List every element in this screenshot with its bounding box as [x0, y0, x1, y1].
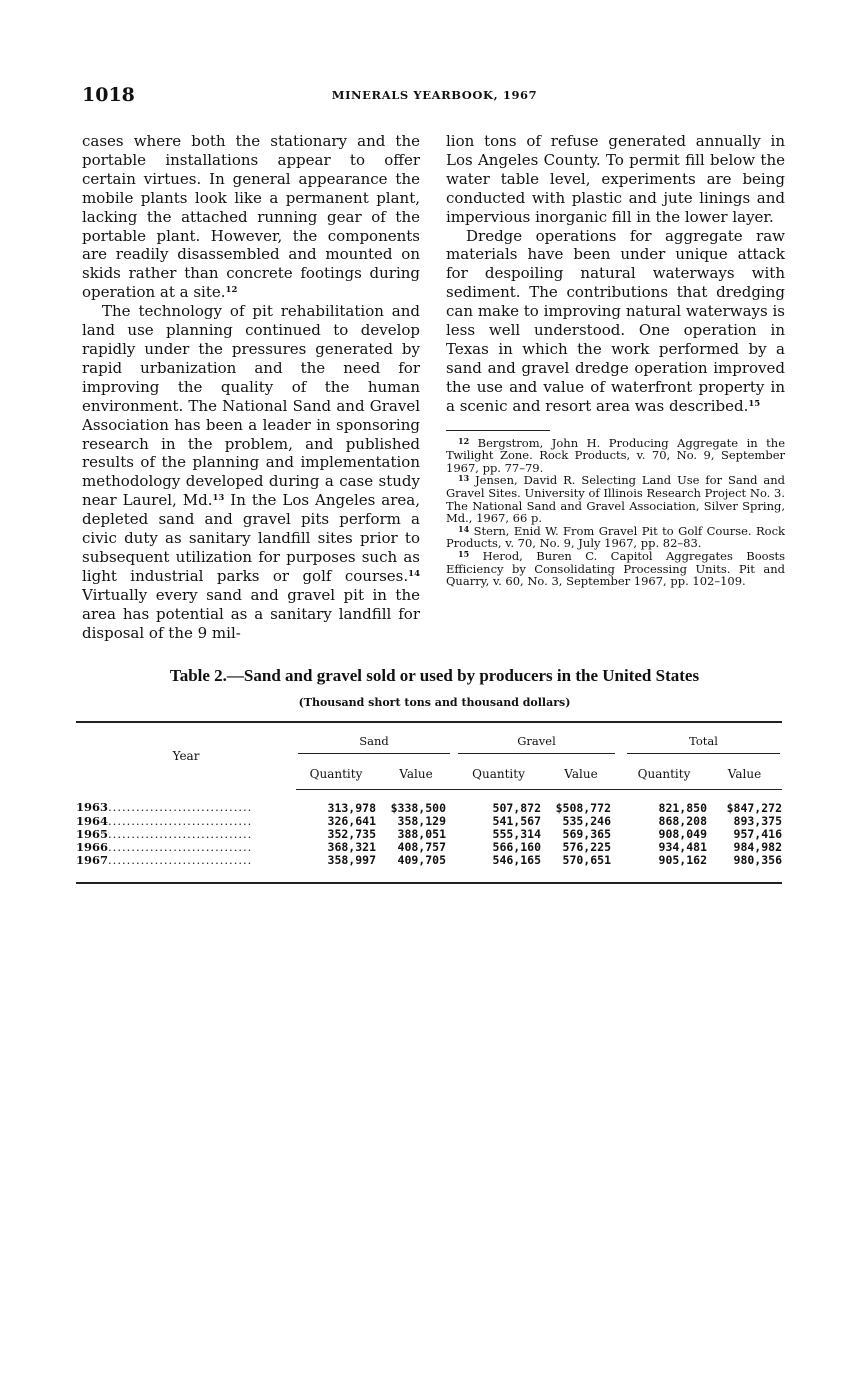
footnote	[446, 437, 785, 475]
year-label: 1967	[76, 853, 109, 867]
table-row	[76, 841, 782, 854]
footnote-number: 12	[458, 435, 470, 446]
page-number: 1018	[82, 84, 135, 106]
right-column	[446, 132, 785, 588]
paragraph-text: In the Los Angeles area, depleted sand and gravel pits perform a civic duty as sanitary landfill sites prior to subsequent utilization for purposes such as light industrial parks or golf courses.	[82, 491, 421, 585]
table-cell: 570,651	[541, 854, 621, 883]
table-row	[76, 815, 782, 828]
year-cell	[76, 854, 296, 883]
footnote-number: 14	[458, 523, 470, 534]
table-cell: 388,051	[397, 826, 446, 841]
footnote-text: Bergstrom, John H. Producing Aggregate in the Twilight Zone. Rock Products, v. 70, No. 9, September 1967, pp. 77–79.	[446, 435, 785, 475]
column-header: Value	[376, 759, 456, 789]
footnote-number: 15	[458, 548, 470, 559]
column-group-label: Total	[627, 734, 780, 754]
table-cell: 821,850	[658, 800, 707, 815]
table-cell: 868,208	[658, 813, 707, 828]
table-cell: $508,772	[555, 800, 611, 815]
footnote-number: 13	[458, 473, 470, 484]
footnote-ref: 14	[408, 568, 420, 579]
year-label: 1963	[76, 800, 109, 815]
year-label: 1966	[76, 840, 109, 854]
year-cell	[76, 815, 296, 828]
dot-leader: ...............................	[108, 827, 253, 841]
footnote	[446, 550, 785, 588]
footnote-text: Herod, Buren C. Capitol Aggregates Boosts Efficiency by Consolidating Processing Units. Pit and Quarry, v. 60, No. 3, September 1967, pp. 102–109.	[446, 548, 786, 589]
column-group-label: Gravel	[458, 734, 615, 754]
left-column	[82, 132, 420, 642]
page-header	[82, 84, 787, 108]
table-cell: 368,321	[327, 839, 376, 854]
table-cell: 541,567	[492, 813, 541, 828]
column-header: Value	[707, 759, 782, 789]
table-cell: 576,225	[562, 839, 611, 854]
table-row	[76, 828, 782, 841]
column-header: Value	[541, 759, 621, 789]
footnote	[446, 525, 785, 550]
column-group-sand	[296, 722, 456, 759]
table-cell: 566,160	[492, 839, 541, 854]
table-cell: 546,165	[456, 854, 541, 883]
column-group-gravel	[456, 722, 621, 759]
footnote	[446, 474, 785, 524]
column-header: Quantity	[621, 759, 707, 789]
dot-leader: ...............................	[108, 853, 253, 867]
table-cell: 957,416	[733, 826, 782, 841]
table-cell: 905,162	[621, 854, 707, 883]
year-cell	[76, 828, 296, 841]
footnote-ref: 13	[212, 493, 225, 504]
year-label: 1964	[76, 814, 109, 828]
paragraph	[82, 302, 420, 642]
paragraph-text: The technology of pit rehabilitation and land use planning continued to develop rapidly under the pressures generated by rapid urbanization and the need for improving the quality of the human environment. The National Sand and Gravel Association has been a leader in sponsoring research in the problem, and published results of the planning and implementation methodology developed during a case study near Laurel, Md.	[82, 302, 420, 510]
data-table-container	[76, 721, 782, 884]
table-cell: 984,982	[733, 839, 782, 854]
table-cell: 980,356	[707, 854, 782, 883]
running-title: MINERALS YEARBOOK, 1967	[331, 88, 538, 102]
dot-leader: ...............................	[108, 814, 253, 828]
table-cell: 569,365	[562, 826, 611, 841]
table-cell: 358,997	[296, 854, 376, 883]
table-row	[76, 854, 782, 883]
paragraph-text: Dredge operations for aggregate raw materials have been under unique attack for despoiling natural waterways with sediment. The contributions that dredging can make to improving natural waterways is less well understood. One operation in Texas in which the work performed by a sand and gravel dredge operation improved the use and value of waterfront property in a scenic and resort area was described.	[446, 226, 785, 415]
table-cell: $847,272	[726, 800, 782, 815]
table-title: Table 2.—Sand and gravel sold or used by producers in the United States	[169, 666, 700, 685]
table-cell: 908,049	[658, 826, 707, 841]
paragraph-text: Virtually every sand and gravel pit in the area has potential as a sanitary landfill for disposal of the 9 mil-	[82, 585, 420, 642]
table-cell: 535,246	[562, 813, 611, 828]
column-header: Quantity	[296, 759, 376, 789]
footnote-text: Stern, Enid W. From Gravel Pit to Golf Course. Rock Products, v. 70, No. 9, July 1967, pp. 82–83.	[446, 523, 785, 551]
column-header: Quantity	[456, 759, 541, 789]
dot-leader: ...............................	[108, 840, 253, 854]
table-cell: 313,978	[327, 800, 376, 815]
table-row	[76, 789, 782, 815]
footnotes	[446, 437, 785, 588]
paragraph	[446, 227, 785, 416]
footnote-divider	[446, 430, 550, 431]
table-cell: 934,481	[658, 839, 707, 854]
footnote-ref: 12	[225, 285, 238, 296]
footnote-text: Jensen, David R. Selecting Land Use for Sand and Gravel Sites. University of Illinois Research Project No. 3. The National Sand and Gravel Association, Silver Spring, Md., 1967, 66 p.	[446, 473, 786, 526]
column-group-label: Sand	[298, 734, 450, 754]
table-cell: $338,500	[390, 800, 446, 815]
table-cell: 326,641	[327, 813, 376, 828]
table-cell: 507,872	[492, 800, 541, 815]
year-label: 1965	[76, 827, 109, 841]
dot-leader: ...............................	[108, 800, 253, 815]
year-cell	[76, 789, 296, 815]
year-cell	[76, 841, 296, 854]
table-cell: 352,735	[327, 826, 376, 841]
table-subtitle: (Thousand short tons and thousand dollars)	[298, 696, 571, 709]
table-cell: 893,375	[733, 813, 782, 828]
paragraph-text: cases where both the stationary and the portable installations appear to offer certain virtues. In general appearance the mobile plants look like a permanent plant, lacking the attached running gear of the portable plant. However, the components are readily disassembled and mounted on skids rather than concrete footings during operation at a site.	[82, 132, 420, 302]
table-cell: 555,314	[492, 826, 541, 841]
table-cell: 408,757	[397, 839, 446, 854]
paragraph	[82, 132, 420, 302]
data-table	[76, 721, 782, 884]
table-cell: 409,705	[376, 854, 456, 883]
paragraph: lion tons of refuse generated annually in Los Angeles County. To permit fill below the water table level, experiments are being conducted with plastic and jute linings and impervious inorganic fill in the lower layer.	[446, 132, 785, 226]
table-cell: 358,129	[397, 813, 446, 828]
column-header-year: Year	[76, 722, 296, 789]
column-group-total	[621, 722, 782, 759]
footnote-ref: 15	[748, 398, 761, 409]
